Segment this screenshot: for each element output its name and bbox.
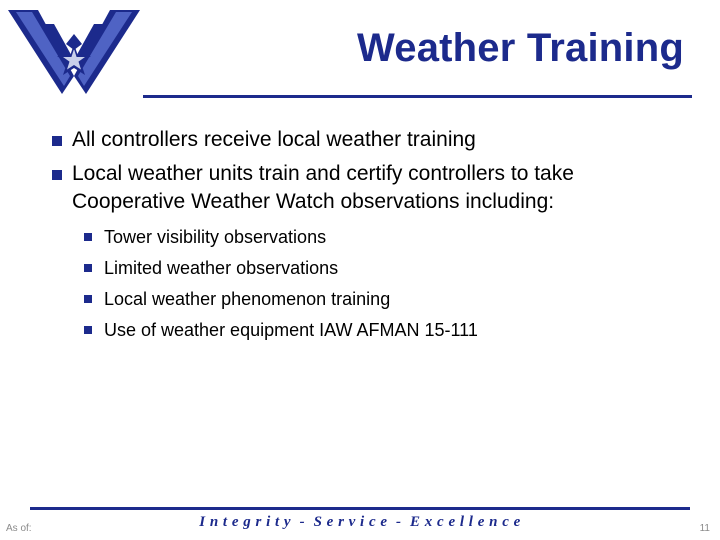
square-bullet-icon — [84, 326, 92, 334]
slide-content — [52, 126, 672, 350]
sub-bullet-item — [84, 288, 672, 310]
bullet-text: Local weather units train and certify controllers to take Cooperative Weather Watch observations including: — [72, 162, 574, 213]
air-force-logo-icon — [4, 2, 144, 94]
sub-bullet-list — [52, 226, 672, 341]
title-divider — [143, 95, 692, 98]
page-number: 11 — [699, 523, 710, 534]
footer-divider — [30, 507, 690, 510]
sub-bullet-text: Tower visibility observations — [104, 227, 327, 247]
footer-motto: I n t e g r i t y - S e r v i c e - E x c e l l e n c e — [199, 514, 521, 530]
bullet-item — [52, 160, 672, 216]
as-of-label: As of: — [6, 523, 32, 534]
sub-bullet-text: Use of weather equipment IAW AFMAN 15-111 — [104, 320, 478, 340]
square-bullet-icon — [52, 136, 62, 146]
sub-bullet-item — [84, 226, 672, 248]
sub-bullet-text: Limited weather observations — [104, 258, 339, 278]
sub-bullet-text: Local weather phenomenon training — [104, 289, 391, 309]
square-bullet-icon — [84, 295, 92, 303]
square-bullet-icon — [84, 233, 92, 241]
bullet-text: All controllers receive local weather training — [72, 128, 476, 151]
bullet-item — [52, 126, 672, 154]
square-bullet-icon — [52, 170, 62, 180]
sub-bullet-item — [84, 257, 672, 279]
slide-title: Weather Training — [357, 26, 684, 70]
sub-bullet-item — [84, 319, 672, 341]
square-bullet-icon — [84, 264, 92, 272]
